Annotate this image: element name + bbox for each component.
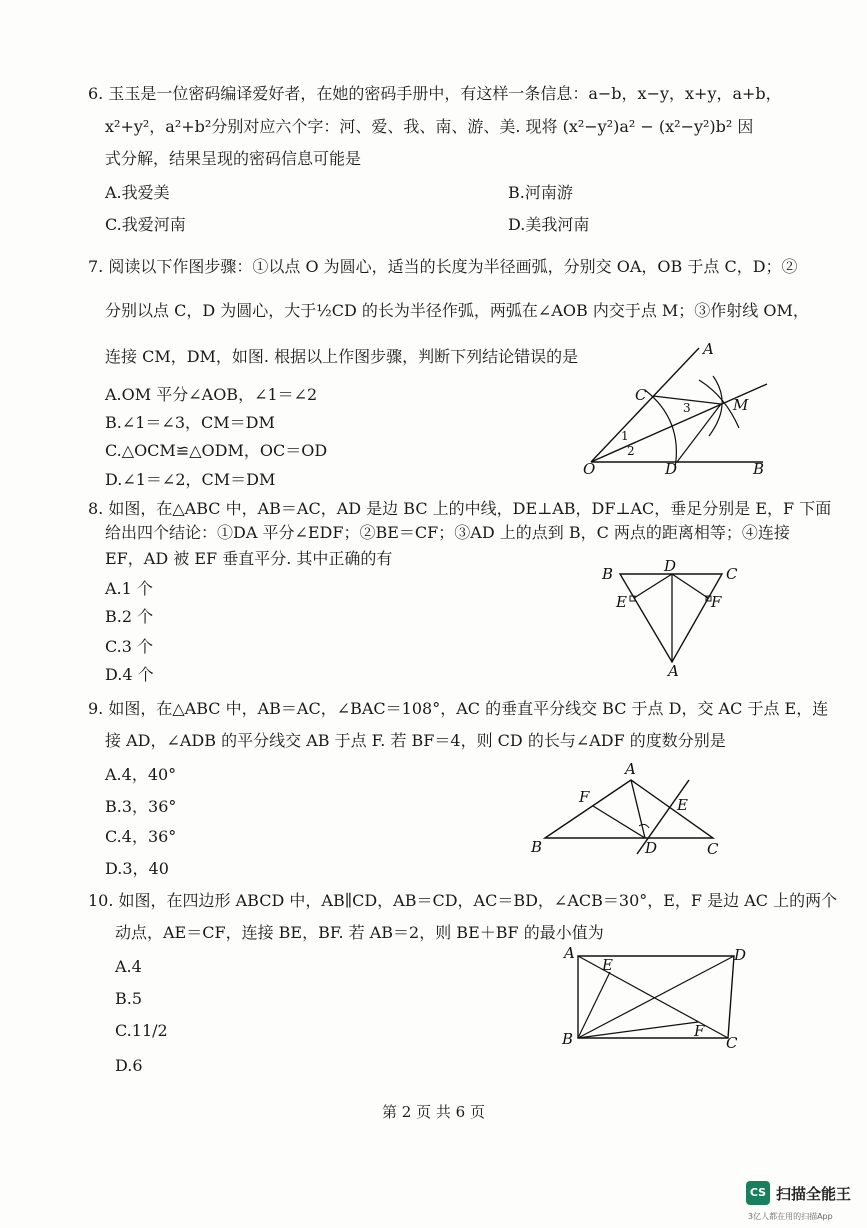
q8-option-b: B.2 个 — [105, 607, 154, 626]
q6-option-d: D.美我河南 — [508, 215, 590, 234]
q7-label-b: B — [753, 460, 765, 478]
q7-line-1: 7. 阅读以下作图步骤：①以点 O 为圆心，适当的长度为半径画弧，分别交 OA，OB 于点 C，D；② — [88, 257, 798, 276]
q10-option-b: B.5 — [115, 989, 143, 1008]
q8-label-c: C — [726, 565, 738, 583]
q10-label-c: C — [726, 1034, 738, 1052]
scanner-app-name: 扫描全能王 — [776, 1185, 852, 1203]
q10-option-a: A.4 — [115, 957, 142, 976]
q10-line-2: 动点，AE＝CF，连接 BE，BF. 若 AB＝2，则 BE＋BF 的最小值为 — [115, 923, 604, 942]
q6-line-1: 6. 玉玉是一位密码编译爱好者，在她的密码手册中，有这样一条信息：a−b，x−y，x+y，a+b， — [88, 84, 782, 103]
q10-figure — [558, 944, 758, 1054]
q7-label-m: M — [733, 396, 749, 414]
q9-option-c: C.4，36° — [105, 827, 177, 846]
q8-label-a: A — [668, 662, 679, 680]
q8-option-d: D.4 个 — [105, 665, 154, 684]
q10-label-b: B — [562, 1030, 574, 1048]
q7-figure — [575, 340, 775, 480]
q9-option-b: B.3，36° — [105, 797, 177, 816]
q9-label-f: F — [579, 788, 590, 806]
q7-label-d: D — [665, 460, 678, 478]
q9-line-2: 接 AD，∠ADB 的平分线交 AB 于点 F. 若 BF＝4，则 CD 的长与∠ADF 的度数分别是 — [105, 731, 726, 750]
q9-option-d: D.3，40 — [105, 859, 169, 878]
q7-option-d: D.∠1＝∠2，CM＝DM — [105, 470, 276, 489]
page-footer: 第 2 页 共 6 页 — [382, 1103, 485, 1121]
q8-label-d: D — [664, 557, 677, 575]
q8-label-f: F — [711, 593, 722, 611]
q8-figure — [598, 558, 748, 678]
q6-line-2: x²+y²，a²+b²分别对应六个字：河、爱、我、南、游、美. 现将 (x²−y²)a² − (x²−y²)b² 因 — [105, 117, 754, 136]
scanner-tagline: 3亿人都在用的扫描App — [748, 1212, 833, 1221]
q7-label-c: C — [635, 386, 647, 404]
q6-option-b: B.河南游 — [508, 183, 573, 202]
q8-option-a: A.1 个 — [105, 579, 153, 598]
q9-option-a: A.4，40° — [105, 765, 177, 784]
q8-label-e: E — [616, 593, 627, 611]
q9-figure — [525, 758, 735, 858]
q8-line-3: EF，AD 被 EF 垂直平分. 其中正确的有 — [105, 549, 393, 568]
q7-label-o: O — [583, 460, 596, 478]
q9-label-d: D — [645, 839, 658, 857]
q7-label-3: 3 — [683, 401, 691, 415]
q7-option-c: C.△OCM≌△ODM，OC＝OD — [105, 441, 328, 460]
q10-label-e: E — [602, 956, 613, 974]
q7-line-2: 分别以点 C，D 为圆心，大于½CD 的长为半径作弧，两弧在∠AOB 内交于点 M；③作射线 OM， — [105, 301, 809, 320]
q7-label-1: 1 — [621, 429, 629, 443]
q7-option-b: B.∠1＝∠3，CM＝DM — [105, 413, 275, 432]
q9-label-c: C — [707, 840, 719, 858]
q7-label-a: A — [703, 340, 714, 358]
q10-label-f: F — [694, 1022, 705, 1040]
q10-label-a: A — [564, 944, 575, 962]
q6-option-c: C.我爱河南 — [105, 215, 186, 234]
q6-option-a: A.我爱美 — [105, 183, 170, 202]
q9-label-b: B — [531, 838, 543, 856]
scanner-watermark — [746, 1181, 863, 1225]
q10-label-d: D — [734, 946, 747, 964]
q6-line-3: 式分解，结果呈现的密码信息可能是 — [105, 149, 362, 168]
q8-line-1: 8. 如图，在△ABC 中，AB＝AC，AD 是边 BC 上的中线，DE⊥AB，DF⊥AC，垂足分别是 E，F 下面 — [88, 499, 832, 518]
scanner-logo-icon: CS — [746, 1181, 770, 1205]
q10-option-d: D.6 — [115, 1056, 143, 1075]
q7-line-3: 连接 CM，DM，如图. 根据以上作图步骤，判断下列结论错误的是 — [105, 347, 579, 366]
q7-label-2: 2 — [627, 444, 635, 458]
q8-option-c: C.3 个 — [105, 637, 154, 656]
q7-option-a: A.OM 平分∠AOB，∠1＝∠2 — [105, 385, 318, 404]
q8-label-b: B — [602, 565, 614, 583]
q10-option-c: C.11/2 — [115, 1021, 168, 1040]
q9-line-1: 9. 如图，在△ABC 中，AB＝AC，∠BAC＝108°，AC 的垂直平分线交 BC 于点 D，交 AC 于点 E，连 — [88, 699, 829, 718]
q9-label-a: A — [625, 760, 636, 778]
q9-label-e: E — [677, 796, 688, 814]
q10-line-1: 10. 如图，在四边形 ABCD 中，AB∥CD，AB＝CD，AC＝BD，∠ACB＝30°，E，F 是边 AC 上的两个 — [88, 891, 838, 910]
q8-line-2: 给出四个结论：①DA 平分∠EDF；②BE＝CF；③AD 上的点到 B，C 两点的距离相等；④连接 — [105, 523, 790, 542]
